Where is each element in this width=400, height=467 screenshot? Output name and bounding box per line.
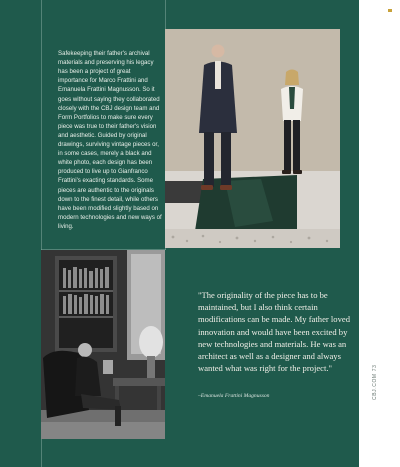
accent-mark xyxy=(388,9,392,12)
page-edge-strip xyxy=(359,0,400,467)
intro-paragraph: Safekeeping their father's archival materials and preserving his legacy has been a project of great importance for Marco Frattini and Emanuela Frattini Magnusson. So it goes without saying they collaborated closely with the CBJ design team and Form Portfolios to make sure every piece was true to their father's vision and aesthetic. Guided by original drawings, surviving vintage pieces or, in some cases, merely a black and white photo, each design has been produced to live up to Gianfranco Frattini's exacting standards. Some pieces are authentic to the originals down to the finest detail, while others have been modified slightly based on modern technologies and new ways of living. xyxy=(58,50,162,230)
quote-attribution: –Emanuela Frattini Magnusson xyxy=(198,393,270,399)
page-folio: CBJ.COM 73 xyxy=(372,364,378,400)
photo-gianfranco-frattini-study xyxy=(41,250,165,439)
photo-frattini-siblings xyxy=(165,29,340,248)
pull-quote: "The originality of the piece has to be maintained, but I also think certain modifications can be made. My father loved innovation and would have been excited by new technologies and materials. He was an architect as well as a designer and always wanted what was right for the project." xyxy=(198,290,351,374)
